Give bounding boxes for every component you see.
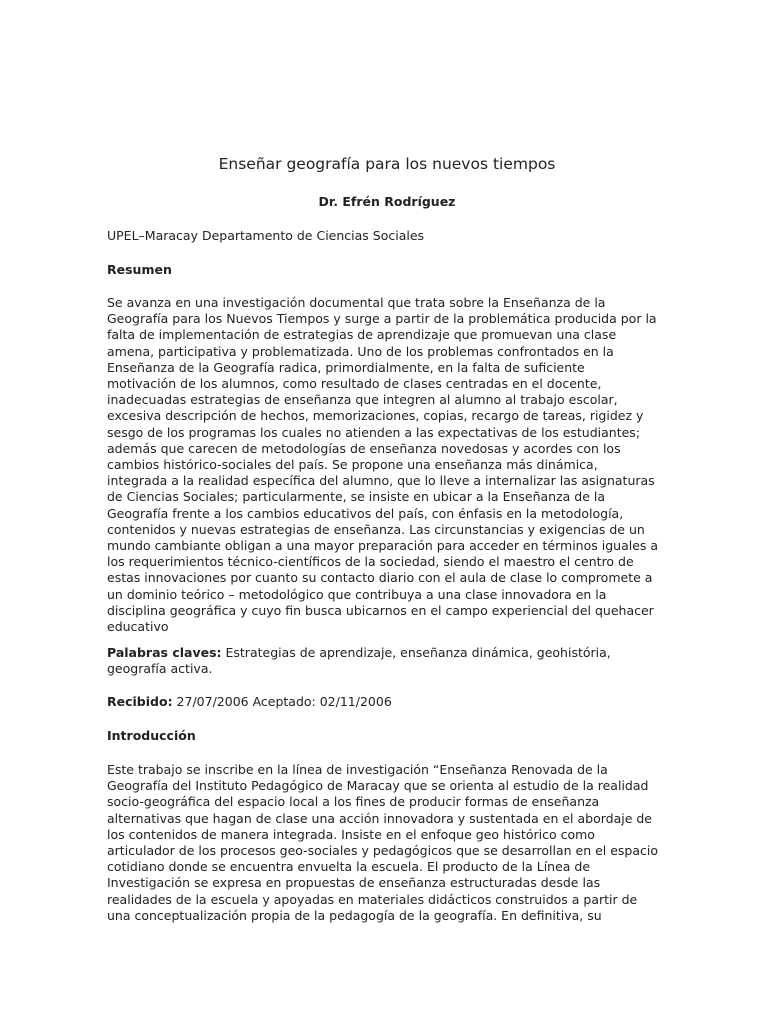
dates-line [107,694,667,710]
document-author: Dr. Efrén Rodríguez [318,194,456,209]
abstract-paragraph: Se avanza en una investigación documental que trata sobre la Enseñanza de la Geografía para los Nuevos Tiempos y surge a partir de la problemática producida por la falta de implementación de estrategias de aprendizaje que promuevan una clase amena, participativa y problematizada. Uno de los problemas confrontados en la Enseñanza de la Geografía radica, primordialmente, en la falta de suficiente motivación de los alumnos, como resultado de clases centradas en el docente, inadecuadas estrategias de enseñanza que integren al alumno al trabajo escolar, excesiva descripción de hechos, memorizaciones, copias, recargo de tareas, rigidez y sesgo de los programas los cuales no atienden a las expectativas de los estudiantes; además que carecen de metodologías de enseñanza novedosas y acordes con los cambios histórico-sociales del país. Se propone una enseñanza más dinámica, integrada a la realidad específica del alumno, que lo lleve a internalizar las asignaturas de Ciencias Sociales; particularmente, se insiste en ubicar a la Enseñanza de la Geografía frente a los cambios educativos del país, con énfasis en la metodología, contenidos y nuevas estrategias de enseñanza. Las circunstancias y exigencias de un mundo cambiante obligan a una mayor preparación para acceder en términos iguales a los requerimientos técnico-científicos de la sociedad, siendo el maestro el centro de estas innovaciones por cuanto su contacto diario con el aula de clase lo compromete a un dominio teórico – metodológico que contribuya a una clase innovadora en la disciplina geográfica y cuyo fin busca ubicarnos en el campo experiencial del quehacer educativo [107,295,659,635]
abstract-heading: Resumen [107,262,172,277]
author-affiliation: UPEL–Maracay Departamento de Ciencias Sociales [107,228,425,243]
intro-heading: Introducción [107,728,196,743]
keywords-label: Palabras claves: [107,645,222,660]
keywords-text: Estrategias de aprendizaje, enseñanza dinámica, geohistória, geografía activa. [107,645,611,677]
received-label: Recibido: [107,694,173,709]
document-title: Enseñar geografía para los nuevos tiempos [218,155,556,173]
received-dates: 27/07/2006 Aceptado: 02/11/2006 [172,694,392,709]
intro-paragraph: Este trabajo se inscribe en la línea de investigación “Enseñanza Renovada de la Geografía del Instituto Pedagógico de Maracay que se orienta al estudio de la realidad socio-geográfica del espacio local a los fines de producir formas de enseñanza alternativas que hagan de clase una acción innovadora y sustentada en el abordaje de los contenidos de manera integrada. Insiste en el enfoque geo histórico como articulador de los procesos geo-sociales y pedagógicos que se desarrollan en el espacio cotidiano donde se encuentra envuelta la escuela. El producto de la Línea de Investigación se expresa en propuestas de enseñanza estructuradas desde las realidades de la escuela y apoyadas en materiales didácticos construidos a partir de una conceptualización propia de la pedagogía de la geografía. En definitiva, su [107,762,659,923]
keywords-line [107,645,667,677]
